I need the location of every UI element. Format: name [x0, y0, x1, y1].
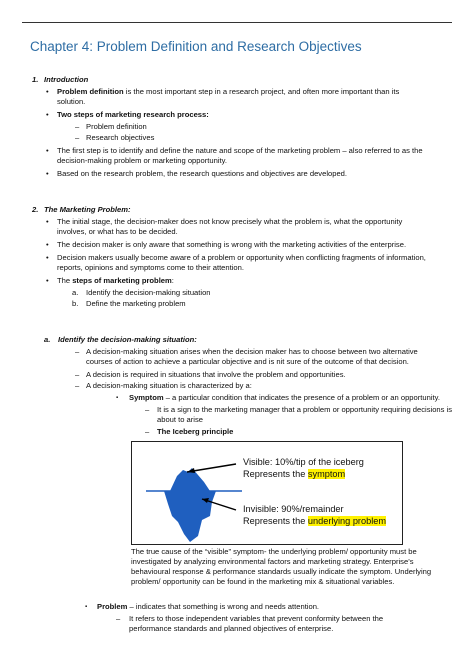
- list-item: The initial stage, the decision-maker does not know precisely what the problem is, what the opportunity: [57, 217, 403, 226]
- list-item: Problem – indicates that something is wrong and needs attention.: [97, 602, 320, 611]
- list-item: The first step is to identify and define the nature and scope of the marketing problem – also referred to as the: [57, 146, 423, 155]
- list-item: Based on the research problem, the research questions and objectives are developed.: [57, 169, 348, 178]
- bullet-icon: •: [46, 146, 49, 155]
- figure-visible-desc: Represents the symptom: [243, 469, 346, 479]
- paragraph-line: behavioural response & performance standards usually indicate the symptom. Underlying: [131, 567, 432, 576]
- sub-list-letter: a.: [72, 288, 79, 297]
- list-item: A decision-making situation is characterized by a:: [86, 381, 252, 390]
- figure-visible-label: Visible: 10%/tip of the iceberg: [243, 457, 364, 467]
- list-item-continuation: solution.: [57, 97, 86, 106]
- bullet-icon: •: [46, 169, 49, 178]
- dash-icon: –: [75, 122, 80, 131]
- dash-icon: –: [145, 405, 150, 414]
- page-title: Chapter 4: Problem Definition and Research Objectives: [30, 39, 362, 54]
- list-item-continuation: courses of action to achieve a particular objective and is nit sure of the outcome of that decision.: [86, 357, 409, 366]
- paragraph-line: investigated by analyzing environmental factors and marketing strategy. Enterprise’s: [131, 557, 414, 566]
- list-item: Problem definition is the most important step in a research project, and often more important than its: [57, 87, 400, 96]
- sub-list-item: It is a sign to the marketing manager that a problem or opportunity requiring decisions is: [157, 405, 453, 414]
- sub-list-letter: b.: [72, 299, 79, 308]
- sub-list-item: The Iceberg principle: [157, 427, 234, 436]
- sub-list-item: Problem definition: [86, 122, 147, 131]
- subsection-heading: Identify the decision-making situation:: [58, 335, 197, 344]
- dash-icon: –: [75, 133, 80, 142]
- dash-icon: –: [145, 427, 150, 436]
- list-item: Two steps of marketing research process:: [57, 110, 209, 119]
- sub-list-item: Research objectives: [86, 133, 155, 142]
- dash-icon: –: [75, 370, 80, 379]
- sub-list-item-continuation: performance standards and planned objectives of enterprise.: [129, 624, 334, 633]
- square-bullet-icon: ▪: [85, 604, 88, 610]
- list-item-continuation: decision-making problem or marketing opportunity.: [57, 156, 227, 165]
- figure-invisible-desc: Represents the underlying problem: [243, 516, 387, 526]
- list-item: Decision makers usually become aware of a problem or opportunity when conflicting fragments of information,: [57, 253, 426, 262]
- square-bullet-icon: ▪: [116, 395, 119, 401]
- list-item: The decision maker is only aware that something is wrong with the marketing activities of the enterprise.: [57, 240, 407, 249]
- figure-invisible-label: Invisible: 90%/remainder: [243, 504, 344, 514]
- bullet-icon: •: [46, 87, 49, 96]
- subsection-letter: a.: [44, 335, 51, 344]
- section-heading: Introduction: [44, 75, 89, 84]
- paragraph-line: problem/ opportunity can be found in the marketing mix & situational variables.: [131, 577, 395, 586]
- bullet-icon: •: [46, 276, 49, 285]
- sub-list-item: Identify the decision-making situation: [86, 288, 211, 297]
- bullet-icon: •: [46, 110, 49, 119]
- sub-list-item-continuation: about to arise: [157, 415, 204, 424]
- bullet-icon: •: [46, 240, 49, 249]
- section-heading: The Marketing Problem:: [44, 205, 131, 214]
- bullet-icon: •: [46, 253, 49, 262]
- paragraph-line: The true cause of the “visible” symptom- the underlying problem/ opportunity must be: [131, 547, 417, 556]
- sub-list-item: Define the marketing problem: [86, 299, 186, 308]
- list-item-continuation: involves, or what has to be decided.: [57, 227, 178, 236]
- dash-icon: –: [75, 381, 80, 390]
- section-number: 2.: [32, 205, 39, 214]
- list-item: The steps of marketing problem:: [57, 276, 174, 285]
- section-number: 1.: [32, 75, 39, 84]
- list-item: Symptom – a particular condition that indicates the presence of a problem or an opportunity.: [129, 393, 440, 402]
- dash-icon: –: [75, 347, 80, 356]
- list-item-continuation: reports, opinions and symptoms come to their attention.: [57, 263, 244, 272]
- list-item: A decision-making situation arises when the decision maker has to choose between two alternative: [86, 347, 418, 356]
- iceberg-figure: [131, 441, 403, 545]
- header-rule: [22, 22, 452, 23]
- sub-list-item: It refers to those independent variables that prevent conformity between the: [129, 614, 384, 623]
- bullet-icon: •: [46, 217, 49, 226]
- dash-icon: –: [116, 614, 121, 623]
- list-item: A decision is required in situations that involve the problem and opportunities.: [86, 370, 346, 379]
